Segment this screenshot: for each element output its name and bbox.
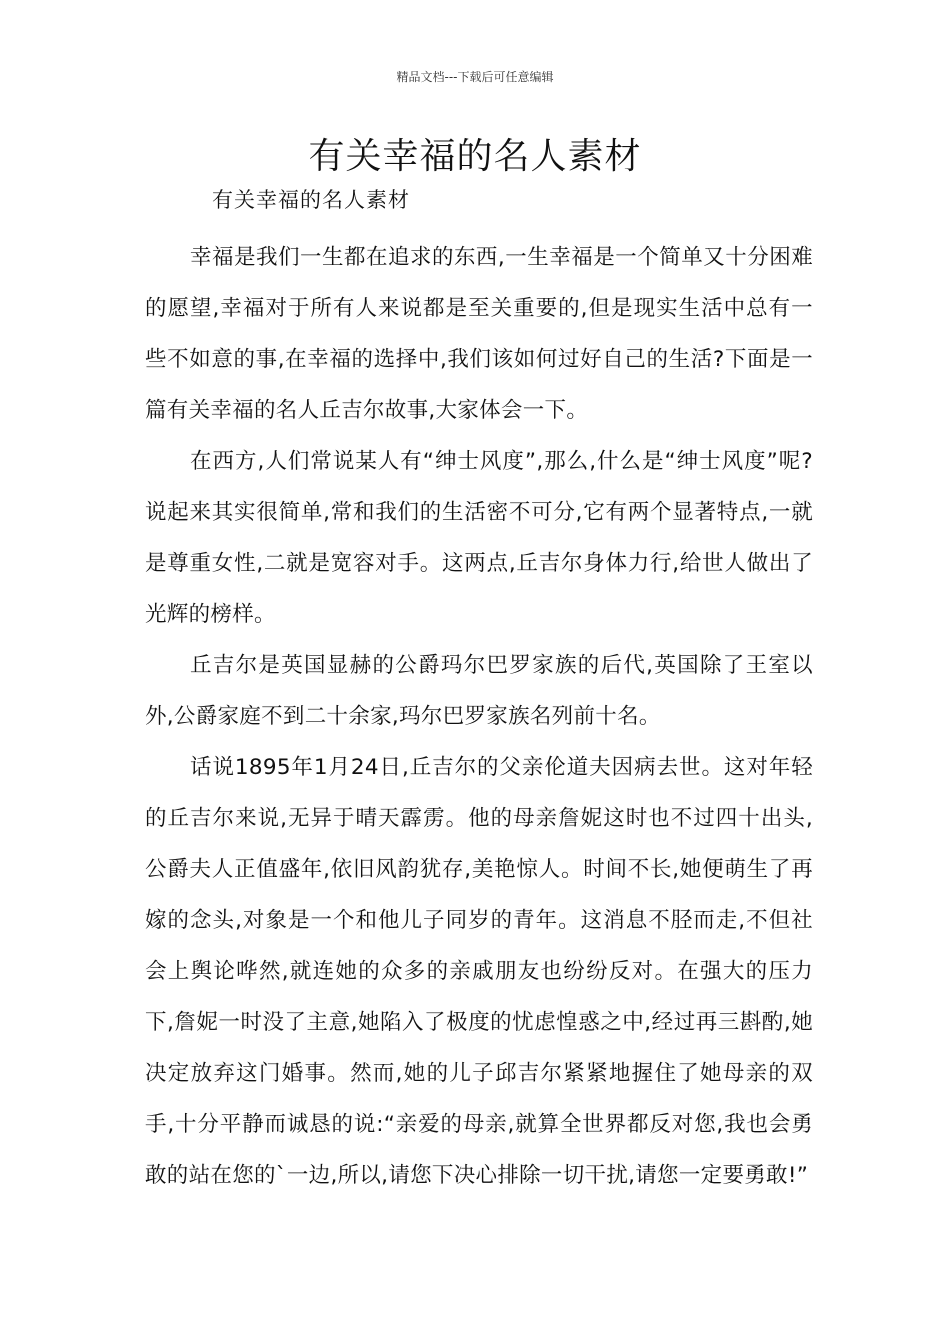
paragraph-3: 丘吉尔是英国显赫的公爵玛尔巴罗家族的后代,英国除了王室以外,公爵家庭不到二十余家,玛尔巴罗家族名列前十名。 — [145, 653, 813, 729]
document-subtitle: 有关幸福的名人素材 — [212, 188, 410, 212]
paragraph-1: 幸福是我们一生都在追求的东西,一生幸福是一个简单又十分困难的愿望,幸福对于所有人来说都是至关重要的,但是现实生活中总有一些不如意的事,在幸福的选择中,我们该如何过好自己的生活?下面是一篇有关幸福的名人丘吉尔故事,大家体会一下。 — [145, 245, 813, 423]
document-body — [145, 232, 813, 1201]
document-title: 有关幸福的名人素材 — [308, 136, 642, 177]
paragraph-2: 在西方,人们常说某人有“绅士风度”,那么,什么是“绅士风度”呢?说起来其实很简单,常和我们的生活密不可分,它有两个显著特点,一就是尊重女性,二就是宽容对手。这两点,丘吉尔身体力行,给世人做出了光辉的榜样。 — [145, 449, 813, 627]
header-note: 精品文档---下载后可任意编辑 — [396, 70, 554, 84]
paragraph-4: 话说1895年1月24日,丘吉尔的父亲伦道夫因病去世。这对年轻的丘吉尔来说,无异于晴天霹雳。他的母亲詹妮这时也不过四十出头,公爵夫人正值盛年,依旧风韵犹存,美艳惊人。时间不长,她便萌生了再嫁的念头,对象是一个和他儿子同岁的青年。这消息不胫而走,不但社会上舆论哗然,就连她的众多的亲戚朋友也纷纷反对。在强大的压力下,詹妮一时没了主意,她陷入了极度的忧虑惶惑之中,经过再三斟酌,她决定放弃这门婚事。然而,她的儿子邱吉尔紧紧地握住了她母亲的双手,十分平静而诚恳的说:“亲爱的母亲,就算全世界都反对您,我也会勇敢的站在您的`一边,所以,请您下决心排除一切干扰,请您一定要勇敢!” — [145, 755, 813, 1188]
